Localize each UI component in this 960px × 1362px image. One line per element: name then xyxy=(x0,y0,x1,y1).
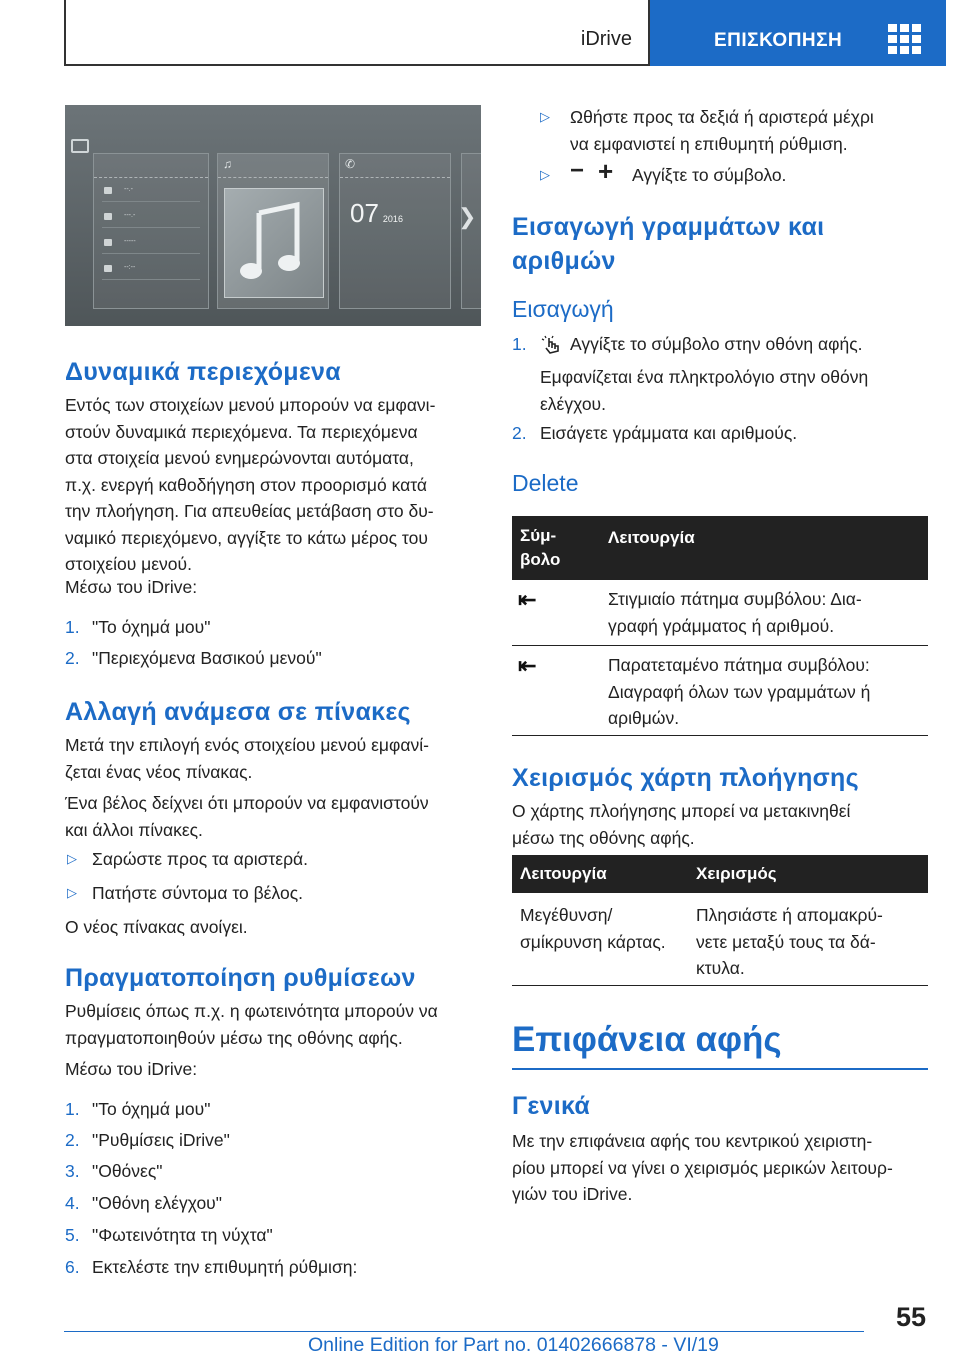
bullet-text: Πατήστε σύντομα το βέλος. xyxy=(92,883,303,903)
panel-row: ---.- xyxy=(102,210,200,228)
idrive-screenshot xyxy=(65,105,481,326)
bullet-triangle-icon: ▷ xyxy=(67,851,77,866)
map-table-header: Λειτουργία Χειρισμός xyxy=(512,855,928,893)
minus-icon[interactable]: − xyxy=(570,157,585,184)
step-text: "Το όχημά μου" xyxy=(92,617,211,637)
map-cell-function: Μεγέθυνση/ σμίκρυνση κάρτας. xyxy=(520,905,666,952)
grid-icon xyxy=(888,24,922,54)
panel-header xyxy=(94,154,208,178)
music-icon: ♫ xyxy=(223,157,232,171)
menu-icon xyxy=(71,139,89,153)
paragraph-settings: Ρυθμίσεις όπως π.χ. η φωτεινότητα μπορούν να πραγματοποιηθούν μέσω της οθόνης αφής. xyxy=(65,1001,438,1048)
bullet-triangle-icon: ▷ xyxy=(540,109,550,124)
step-number: 5. xyxy=(65,1225,80,1245)
step-text: "Το όχημά μου" xyxy=(92,1099,211,1119)
heading-dynamic-content: Δυναμικά περιεχόμενα xyxy=(65,358,341,386)
step-number: 1. xyxy=(512,334,527,354)
delete-icon: ⇤ xyxy=(518,653,537,678)
delete-table-header: Σύμ- βολο Λειτουργία xyxy=(512,516,928,580)
subheading-delete: Delete xyxy=(512,470,579,496)
footer-rule xyxy=(64,1331,864,1332)
paragraph-map: Ο χάρτης πλοήγησης μπορεί να μετακινηθεί μέσω της οθόνης αφής. xyxy=(512,801,851,848)
media-panel xyxy=(217,153,329,309)
step-text: "Ρυθμίσεις iDrive" xyxy=(92,1130,230,1150)
footer-edition: Online Edition for Part no. 01402666878 - VI/19 xyxy=(308,1334,719,1356)
album-art xyxy=(224,188,324,298)
step-number: 2. xyxy=(65,648,80,668)
heading-general: Γενικά xyxy=(512,1092,591,1120)
bullet-text: Ωθήστε προς τα δεξιά ή αριστερά μέχρι να εμφανιστεί η επιθυμητή ρύθμιση. xyxy=(570,107,874,154)
heading-enter-letters: Εισαγωγή γραμμάτων και αριθμών xyxy=(512,213,825,275)
table-divider xyxy=(512,645,928,646)
panel-row: --.- xyxy=(102,184,200,202)
bullet-text: Σαρώστε προς τα αριστερά. xyxy=(92,849,309,869)
panel-row: ----- xyxy=(102,236,200,254)
header-tab[interactable] xyxy=(650,0,946,66)
step-text: Αγγίξτε το σύμβολο στην οθόνη αφής. xyxy=(570,334,863,354)
step-number: 1. xyxy=(65,617,80,637)
delete-row-text: Παρατεταμένο πάτημα συμβόλου: Διαγραφή όλων των γραμμάτων ή αριθμών. xyxy=(608,655,871,728)
keyboard-icon xyxy=(540,334,562,356)
result-text: Ο νέος πίνακας ανοίγει. xyxy=(65,917,248,937)
heading-settings: Πραγματοποίηση ρυθμίσεων xyxy=(65,964,416,992)
step-text: Εισάγετε γράμματα και αριθμούς. xyxy=(540,423,798,443)
panel-header xyxy=(218,154,328,178)
step-number: 3. xyxy=(65,1161,80,1181)
step-text: "Οθόνες" xyxy=(92,1161,163,1181)
step-number: 4. xyxy=(65,1193,80,1213)
step-note: Εμφανίζεται ένα πληκτρολόγιο στην οθόνη ελέγχου. xyxy=(540,367,869,414)
step-text: "Περιεχόμενα Βασικού μενού" xyxy=(92,648,322,668)
step-text: "Οθόνη ελέγχου" xyxy=(92,1193,222,1213)
table-divider xyxy=(512,985,928,986)
via-idrive-label: Μέσω του iDrive: xyxy=(65,577,198,597)
date-display: 07 2016 xyxy=(350,198,403,228)
title-rule xyxy=(512,1068,928,1070)
step-number: 1. xyxy=(65,1099,80,1119)
header-box xyxy=(64,0,650,66)
bullet-text: Αγγίξτε το σύμβολο. xyxy=(632,165,787,185)
paragraph-switch-2: Ένα βέλος δείχνει ότι μπορούν να εμφανιστούν και άλλοι πίνακες. xyxy=(65,793,429,840)
vehicle-panel xyxy=(93,153,209,309)
delete-icon: ⇤ xyxy=(518,587,537,612)
step-number: 2. xyxy=(512,423,527,443)
heading-map: Χειρισμός χάρτη πλοήγησης xyxy=(512,764,859,792)
heading-switch-panels: Αλλαγή ανάμεσα σε πίνακες xyxy=(65,698,411,726)
panel-row: --:-- xyxy=(102,262,200,280)
step-number: 2. xyxy=(65,1130,80,1150)
header-tab-label: ΕΠΙΣΚΟΠΗΣΗ xyxy=(714,30,843,51)
gauge-icon xyxy=(104,213,112,220)
paragraph-dynamic: Εντός των στοιχείων μενού μπορούν να εμφανι- στούν δυναμικά περιεχόμενα. Τα περιεχόμενα στα στοιχεία μενού ενημερώνονται αυτόματα, π.χ. ενεργή καθοδήγηση στον προορισμό κατά την πλοήγηση. Για απευθείας μετάβαση στο δυ- ναμικό περιεχόμενο, αγγίξτε το κάτω μέρος του στοιχείου μενού. xyxy=(65,395,436,574)
header-section: iDrive xyxy=(580,28,632,50)
bullet-triangle-icon: ▷ xyxy=(67,885,77,900)
step-number: 6. xyxy=(65,1257,80,1277)
phone-icon: ✆ xyxy=(345,157,356,171)
page-number: 55 xyxy=(895,1302,926,1332)
heading-touchpad: Επιφάνεια αφής xyxy=(512,1020,782,1059)
step-text: Εκτελέστε την επιθυμητή ρύθμιση: xyxy=(92,1257,358,1277)
next-arrow-icon: ❯ xyxy=(458,204,477,229)
music-note-icon xyxy=(225,189,325,299)
next-panel xyxy=(458,153,481,309)
panel-header xyxy=(340,154,450,178)
range-icon xyxy=(104,239,112,246)
plus-icon[interactable]: + xyxy=(598,156,614,186)
step-text: "Φωτεινότητα τη νύχτα" xyxy=(92,1225,273,1245)
via-idrive-label: Μέσω του iDrive: xyxy=(65,1059,198,1079)
clock-icon xyxy=(104,265,112,272)
subheading-entry: Εισαγωγή xyxy=(512,296,614,322)
paragraph-touchpad: Με την επιφάνεια αφής του κεντρικού χειριστη- ρίου μπορεί να γίνει ο χειρισμός μερικών λειτουρ- γιών του iDrive. xyxy=(512,1131,893,1204)
bullet-triangle-icon: ▷ xyxy=(540,167,550,182)
delete-row-text: Στιγμιαίο πάτημα συμβόλου: Δια- γραφή γράμματος ή αριθμού. xyxy=(608,589,862,636)
table-divider xyxy=(512,735,928,736)
fuel-icon xyxy=(104,187,112,194)
map-cell-operation: Πλησιάστε ή απομακρύ- νετε μεταξύ τους τα δά- κτυλα. xyxy=(696,905,883,978)
phone-panel xyxy=(339,153,451,309)
paragraph-switch-1: Μετά την επιλογή ενός στοιχείου μενού εμφανί- ζεται ένας νέος πίνακας. xyxy=(65,735,429,782)
